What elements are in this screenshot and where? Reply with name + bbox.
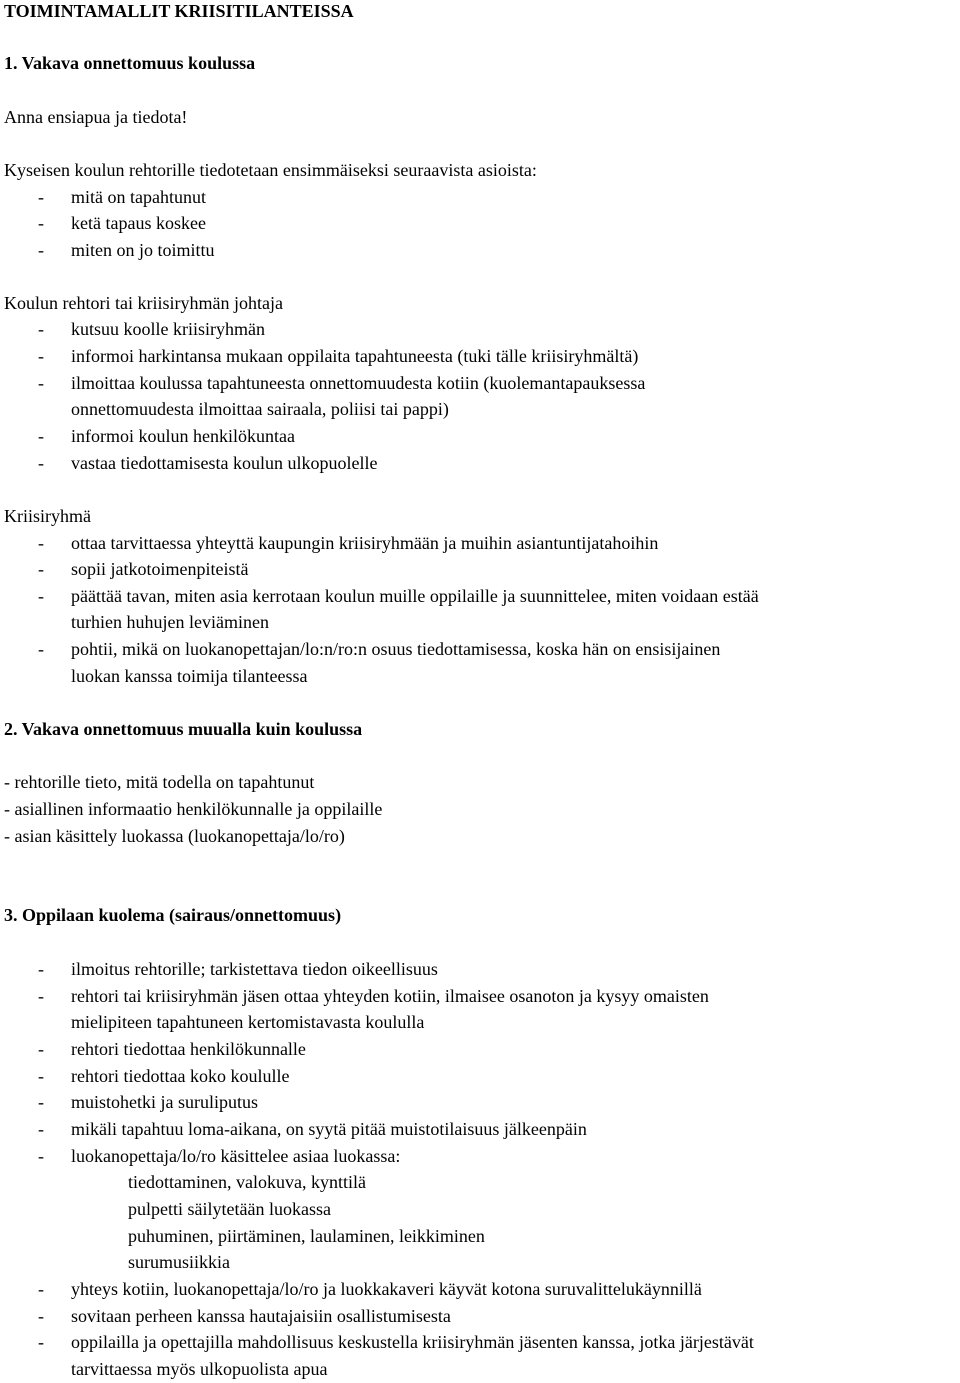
dash-bullet: - (38, 1279, 44, 1299)
sub-list-item-text: tiedottaminen, valokuva, kynttilä (128, 1172, 366, 1192)
sub-list-item-text: pulpetti säilytetään luokassa (128, 1199, 331, 1219)
list-item: - asian käsittely luokassa (luokanopettaja/lo/ro) (4, 826, 345, 846)
list-item (4, 532, 960, 554)
list-item (4, 1038, 960, 1060)
dash-bullet: - (38, 639, 44, 659)
list-item-text: ilmoitus rehtorille; tarkistettava tiedon oikeellisuus (71, 959, 438, 979)
list-item-continuation (4, 1011, 960, 1033)
list-item (4, 1145, 960, 1167)
list-item (4, 638, 960, 660)
dash-bullet: - (38, 213, 44, 233)
list-item-text: sopii jatkotoimenpiteistä (71, 559, 249, 579)
list-item-text: mikäli tapahtuu loma-aikana, on syytä pitää muistotilaisuus jälkeenpäin (71, 1119, 587, 1139)
list-item (4, 585, 960, 607)
group-lead: Kriisiryhmä (4, 506, 91, 526)
dash-bullet: - (38, 1146, 44, 1166)
section-3-heading: 3. Oppilaan kuolema (sairaus/onnettomuus) (4, 905, 342, 925)
list-item: - rehtorille tieto, mitä todella on tapahtunut (4, 772, 315, 792)
dash-bullet: - (38, 559, 44, 579)
list-item-text: tarvittaessa myös ulkopuolista apua (71, 1359, 328, 1379)
list-item (4, 372, 960, 394)
list-item (4, 239, 960, 261)
list-item (4, 345, 960, 367)
list-item (4, 1331, 960, 1353)
list-item-text: rehtori tiedottaa koko koululle (71, 1066, 290, 1086)
list-item (4, 425, 960, 447)
dash-bullet: - (38, 586, 44, 606)
list-item-continuation (4, 665, 960, 687)
dash-bullet: - (38, 1306, 44, 1326)
dash-bullet: - (38, 346, 44, 366)
dash-bullet: - (38, 1332, 44, 1352)
sub-list-item-text: surumusiikkia (128, 1252, 230, 1272)
list-item (4, 1118, 960, 1140)
dash-bullet: - (38, 1092, 44, 1112)
list-item (4, 958, 960, 980)
list-item-text: luokanopettaja/lo/ro käsittelee asiaa luokassa: (71, 1146, 401, 1166)
list-item-text: ilmoittaa koulussa tapahtuneesta onnettomuudesta kotiin (kuolemantapauksessa (71, 373, 646, 393)
list-item-text: pohtii, mikä on luokanopettajan/lo:n/ro:n osuus tiedottamisessa, koska hän on ensisijainen (71, 639, 721, 659)
document-title: TOIMINTAMALLIT KRIISITILANTEISSA (4, 1, 354, 21)
rector-lead: Kyseisen koulun rehtorille tiedotetaan ensimmäiseksi seuraavista asioista: (4, 160, 537, 180)
list-item-text: kutsuu koolle kriisiryhmän (71, 319, 265, 339)
dash-bullet: - (38, 426, 44, 446)
list-item (4, 1091, 960, 1113)
section-1-heading: 1. Vakava onnettomuus koulussa (4, 53, 256, 73)
dash-bullet: - (38, 453, 44, 473)
dash-bullet: - (38, 187, 44, 207)
dash-bullet: - (38, 959, 44, 979)
list-item (4, 318, 960, 340)
section-1-intro: Anna ensiapua ja tiedota! (4, 107, 188, 127)
dash-bullet: - (38, 319, 44, 339)
list-item-text: ketä tapaus koskee (71, 213, 206, 233)
list-item-text: oppilailla ja opettajilla mahdollisuus keskustella kriisiryhmän jäsenten kanssa, jotka järjestävät (71, 1332, 754, 1352)
list-item-text: yhteys kotiin, luokanopettaja/lo/ro ja luokkakaveri käyvät kotona suruvalittelukäynnillä (71, 1279, 702, 1299)
list-item: - asiallinen informaatio henkilökunnalle ja oppilaille (4, 799, 383, 819)
sub-list-item (4, 1198, 960, 1220)
dash-bullet: - (38, 1066, 44, 1086)
list-item-continuation (4, 398, 960, 420)
list-item (4, 452, 960, 474)
list-item-text: rehtori tai kriisiryhmän jäsen ottaa yhteyden kotiin, ilmaisee osanoton ja kysyy omaisten (71, 986, 709, 1006)
list-item-continuation (4, 611, 960, 633)
dash-bullet: - (38, 1039, 44, 1059)
list-item-text: mielipiteen tapahtuneen kertomistavasta koululla (71, 1012, 425, 1032)
dash-bullet: - (38, 373, 44, 393)
list-item-text: ottaa tarvittaessa yhteyttä kaupungin kriisiryhmään ja muihin asiantuntijatahoihin (71, 533, 659, 553)
dash-bullet: - (38, 986, 44, 1006)
list-item-text: muistohetki ja suruliputus (71, 1092, 258, 1112)
list-item-continuation (4, 1358, 960, 1380)
sub-list-item (4, 1171, 960, 1193)
list-item-text: informoi koulun henkilökuntaa (71, 426, 295, 446)
list-item (4, 1305, 960, 1327)
list-item (4, 1065, 960, 1087)
sub-list-item (4, 1251, 960, 1273)
sub-list-item-text: puhuminen, piirtäminen, laulaminen, leikkiminen (128, 1226, 485, 1246)
list-item (4, 212, 960, 234)
list-item (4, 186, 960, 208)
section-2-heading: 2. Vakava onnettomuus muualla kuin koulussa (4, 719, 363, 739)
list-item-text: rehtori tiedottaa henkilökunnalle (71, 1039, 306, 1059)
list-item-text: miten on jo toimittu (71, 240, 215, 260)
list-item-text: sovitaan perheen kanssa hautajaisiin osallistumisesta (71, 1306, 451, 1326)
list-item-text: päättää tavan, miten asia kerrotaan koulun muille oppilaille ja suunnittelee, miten voidaan estää (71, 586, 759, 606)
list-item (4, 985, 960, 1007)
list-item-text: luokan kanssa toimija tilanteessa (71, 666, 308, 686)
dash-bullet: - (38, 240, 44, 260)
list-item-text: informoi harkintansa mukaan oppilaita tapahtuneesta (tuki tälle kriisiryhmältä) (71, 346, 639, 366)
list-item-text: onnettomuudesta ilmoittaa sairaala, poliisi tai pappi) (71, 399, 449, 419)
list-item-text: turhien huhujen leviäminen (71, 612, 269, 632)
list-item-text: vastaa tiedottamisesta koulun ulkopuolelle (71, 453, 378, 473)
list-item (4, 558, 960, 580)
dash-bullet: - (38, 1119, 44, 1139)
leader-lead: Koulun rehtori tai kriisiryhmän johtaja (4, 293, 283, 313)
list-item-text: mitä on tapahtunut (71, 187, 206, 207)
sub-list-item (4, 1225, 960, 1247)
list-item (4, 1278, 960, 1300)
dash-bullet: - (38, 533, 44, 553)
